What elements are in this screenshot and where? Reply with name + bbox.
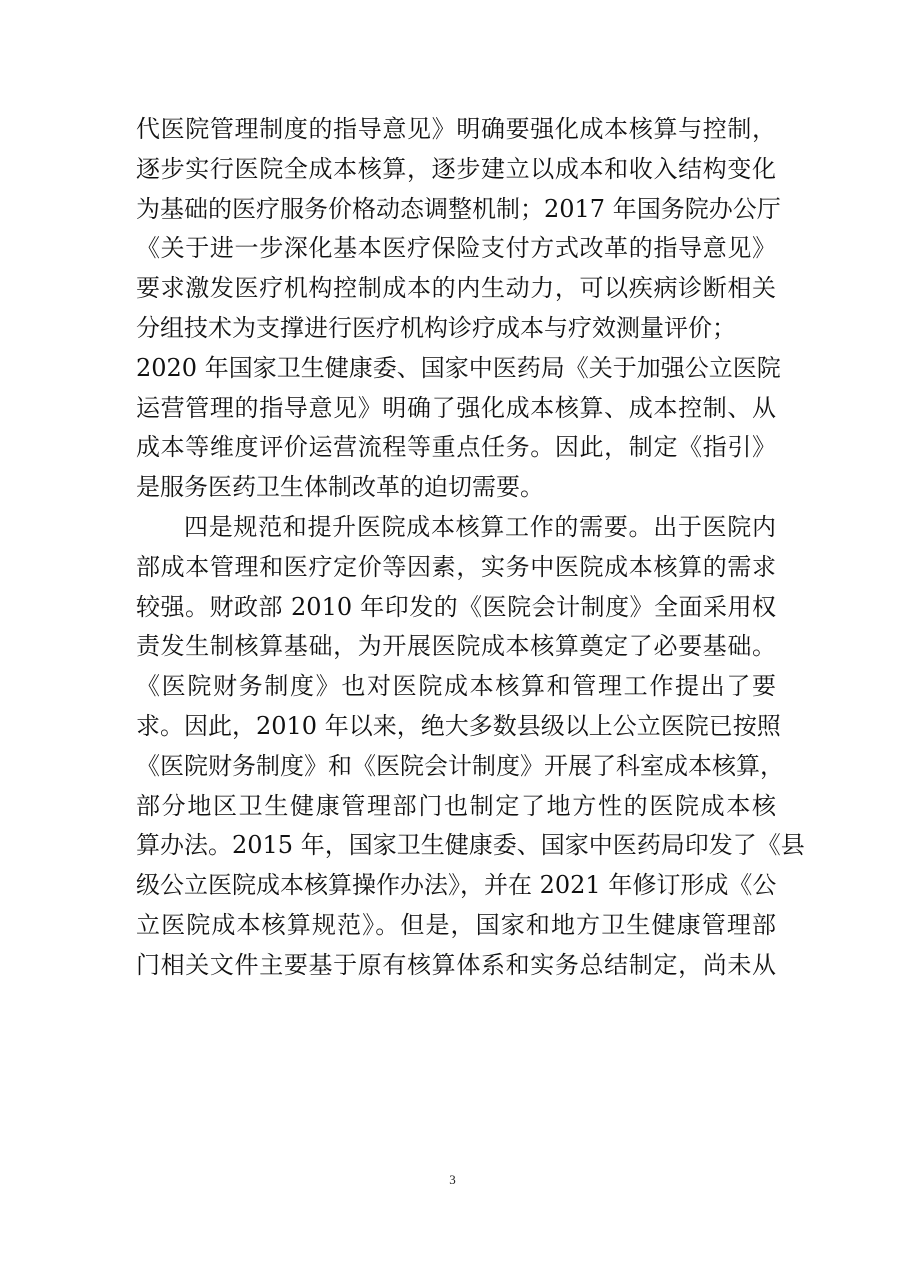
text-line: 立医院成本核算规范》。但是，国家和地方卫生健康管理部 [136,910,776,939]
text-line: 是服务医药卫生体制改革的迫切需要。 [136,473,544,502]
text-line: 算办法。2015 年，国家卫生健康委、国家中医药局印发了《县 [136,831,805,860]
text-line: 责发生制核算基础，为开展医院成本核算奠定了必要基础。 [136,632,776,661]
body-text [136,110,805,986]
text-line: 《医院财务制度》和《医院会计制度》开展了科室成本核算， [136,751,784,780]
text-line: 为基础的医疗服务价格动态调整机制；2017 年国务院办公厅 [136,194,781,223]
text-line: 分组技术为支撑进行医疗机构诊疗成本与疗效测量评价； [136,313,736,342]
text-line: 较强。财政部 2010 年印发的《医院会计制度》全面采用权 [136,592,776,621]
text-line: 2020 年国家卫生健康委、国家中医药局《关于加强公立医院 [136,353,781,382]
text-line: 要求激发医疗机构控制成本的内生动力，可以疾病诊断相关 [136,274,776,303]
text-line: 级公立医院成本核算操作办法》，并在 2021 年修订形成《公 [136,871,777,900]
text-line: 代医院管理制度的指导意见》明确要强化成本核算与控制， [136,115,776,143]
paragraph-fourth-reason [136,508,805,986]
text-line: 逐步实行医院全成本核算，逐步建立以成本和收入结构变化 [136,154,776,183]
text-line: 部分地区卫生健康管理部门也制定了地方性的医院成本核 [136,791,776,820]
text-line: 《关于进一步深化基本医疗保险支付方式改革的指导意见》 [136,234,776,263]
text-line: 部成本管理和医疗定价等因素，实务中医院成本核算的需求 [136,552,776,581]
paragraph-policy-background [136,110,781,508]
text-line: 四是规范和提升医院成本核算工作的需要。出于医院内 [184,512,776,541]
text-line: 运营管理的指导意见》明确了强化成本核算、成本控制、从 [136,393,776,422]
text-line: 《医院财务制度》也对医院成本核算和管理工作提出了要 [136,672,776,701]
page-number: 3 [449,1172,456,1187]
text-line: 成本等维度评价运营流程等重点任务。因此，制定《指引》 [136,433,776,462]
text-line: 门相关文件主要基于原有核算体系和实务总结制定，尚未从 [136,950,776,979]
text-line: 求。因此，2010 年以来，绝大多数县级以上公立医院已按照 [136,711,781,740]
